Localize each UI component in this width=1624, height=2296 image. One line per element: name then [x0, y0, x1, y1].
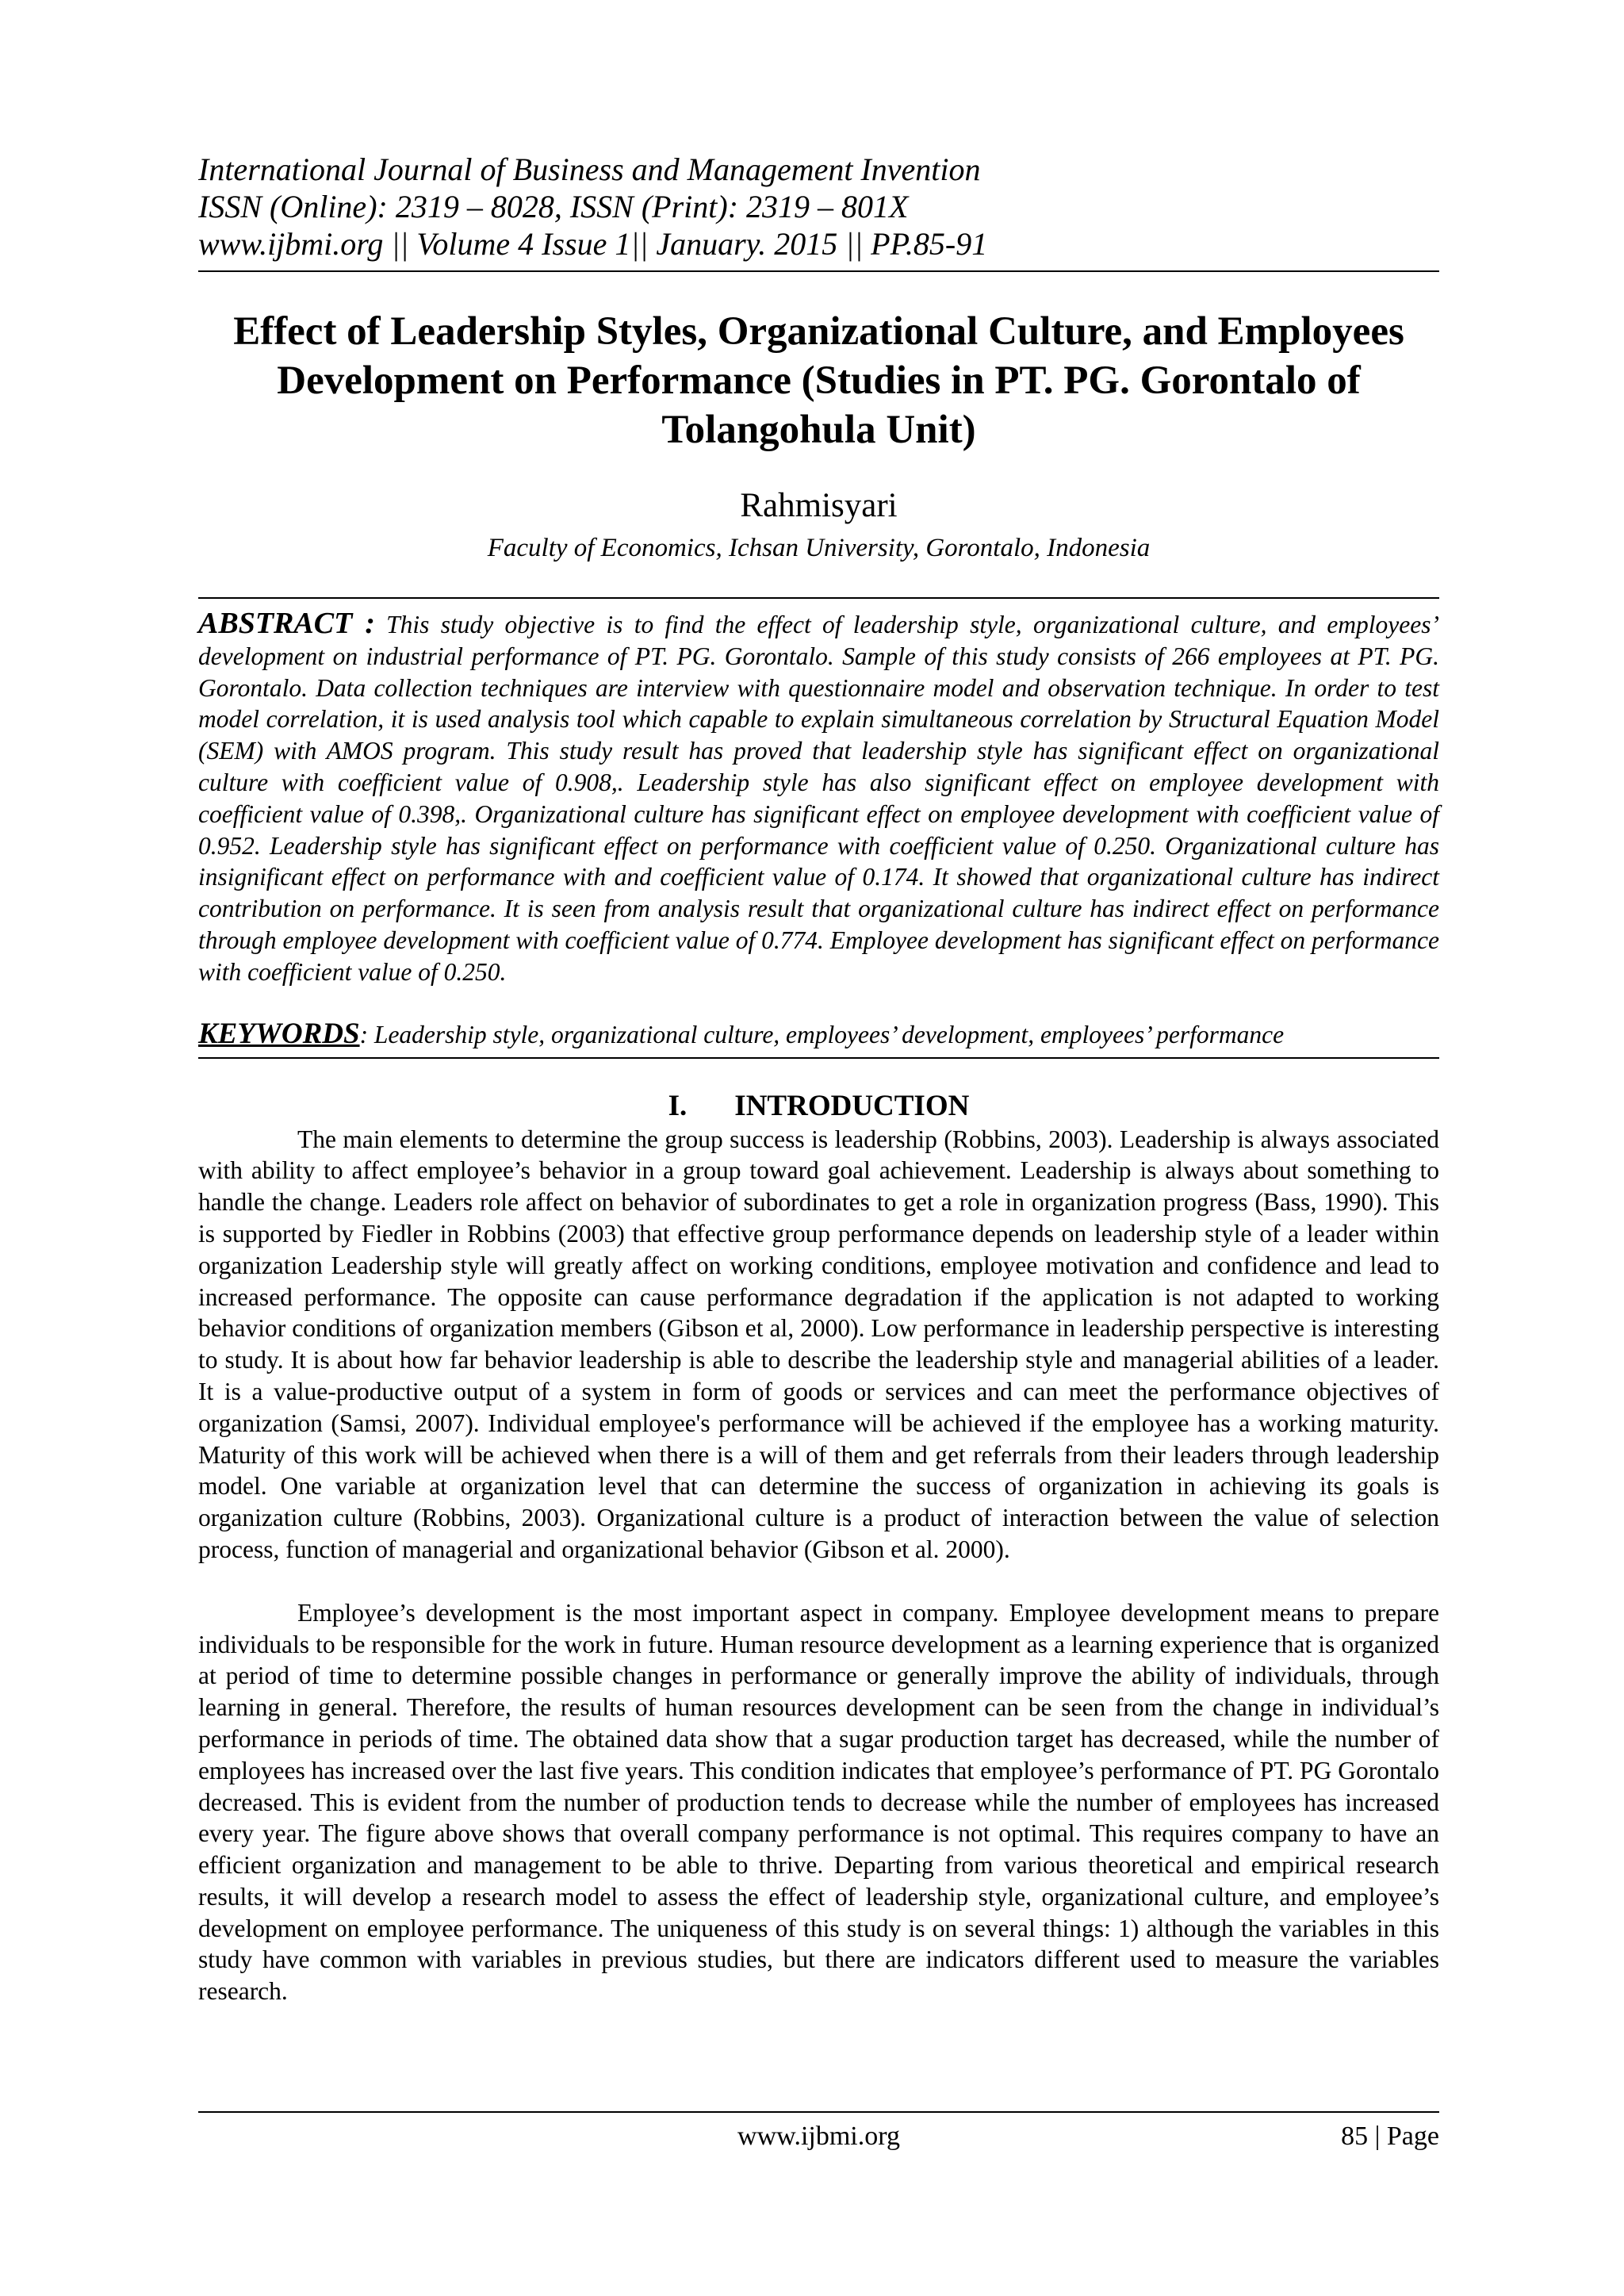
keywords-text: : Leadership style, organizational culture, employees’ development, employees’ performance — [359, 1020, 1285, 1048]
body-paragraph: The main elements to determine the group success is leadership (Robbins, 2003). Leadership is always associated with ability to affect employee’s behavior in a group toward goal achievement. Leadership is always about something to handle the change. Leaders role affect on behavior of subordinates to get a role in organization progress (Bass, 1990). This is supported by Fiedler in Robbins (2003) that effective group performance depends on leadership style of a leader within organization Leadership style will greatly affect on working conditions, employee motivation and confidence and lead to increased performance. The opposite can cause performance degradation if the application is not adapted to working behavior conditions of organization members (Gibson et al, 2000). Low performance in leadership perspective is interesting to study. It is about how far behavior leadership is able to describe the leadership style and managerial abilities of a leader. It is a value-productive output of a system in form of goods or services and can meet the performance objectives of organization (Samsi, 2007). Individual employee's performance will be achieved if the employee has a working maturity. Maturity of this work will be achieved when there is a will of them and get referrals from their leaders through leadership model. One variable at organization level that can determine the success of organization in achieving its goals is organization culture (Robbins, 2003). Organizational culture is a product of interaction between the value of selection process, function of managerial and organizational behavior (Gibson et al. 2000). — [198, 1125, 1439, 1563]
keywords — [198, 1017, 1439, 1059]
section-heading — [198, 1089, 1439, 1124]
author-affiliation: Faculty of Economics, Ichsan University, Gorontalo, Indonesia — [487, 534, 1151, 562]
section-title: INTRODUCTION — [734, 1089, 970, 1122]
footer-site: www.ijbmi.org — [737, 2122, 900, 2151]
journal-name: International Journal of Business and Management Invention — [198, 151, 981, 187]
journal-issn: ISSN (Online): 2319 – 8028, ISSN (Print): 2319 – 801X — [198, 189, 909, 224]
page-footer — [198, 2111, 1439, 2152]
abstract-text: This study objective is to find the effect of leadership style, organizational culture, and employees’ development on industrial performance of PT. PG. Gorontalo. Sample of this study consists of 266 employees at PT. PG. Gorontalo. Data collection techniques are interview with questionnaire model and observation technique. In order to test model correlation, it is used analysis tool which capable to explain simultaneous correlation by Structural Equation Model (SEM) with AMOS program. This study result has proved that leadership style has significant effect on organizational culture with coefficient value of 0.908,. Leadership style has also significant effect on employee development with coefficient value of 0.398,. Organizational culture has significant effect on employee development with coefficient value of 0.952. Leadership style has significant effect on performance with coefficient value of 0.250. Organizational culture has insignificant effect on performance with and coefficient value of 0.174. It showed that organizational culture has indirect contribution on performance. It is seen from analysis result that organizational culture has indirect effect on performance through employee development with coefficient value of 0.774. Employee development has significant effect on performance with coefficient value of 0.250. — [198, 611, 1439, 986]
journal-header — [198, 151, 1439, 272]
journal-volume-info: www.ijbmi.org || Volume 4 Issue 1|| January. 2015 || PP.85-91 — [198, 226, 988, 262]
abstract — [198, 597, 1439, 988]
keywords-label: KEYWORDS — [198, 1017, 360, 1050]
abstract-label: ABSTRACT : — [198, 607, 375, 640]
paper-title: Effect of Leadership Styles, Organizational Culture, and Employees Development on Performance (Studies in PT. PG. Gorontalo of Tolangohula Unit) — [233, 309, 1404, 452]
page-number: 85 | Page — [1341, 2122, 1439, 2151]
section-number: I. — [668, 1089, 688, 1122]
body-paragraph: Employee’s development is the most important aspect in company. Employee development means to prepare individuals to be responsible for the work in future. Human resource development as a learning experience that is organized at period of time to determine possible changes in performance or generally improve the ability of individuals, through learning in general. Therefore, the results of human resources development can be seen from the change in individual’s performance in periods of time. The obtained data show that a sugar production target has decreased, while the number of employees has increased over the last five years. This condition indicates that employee’s performance of PT. PG Gorontalo decreased. This is evident from the number of production tends to decrease while the number of employees has increased every year. The figure above shows that overall company performance is not optimal. This requires company to have an efficient organization and management to be able to thrive. Departing from various theoretical and empirical research results, it will develop a research model to assess the effect of leadership style, organizational culture, and employee’s development on employee performance. The uniqueness of this study is on several things: 1) although the variables in this study have common with variables in previous studies, but there are indicators different used to measure the variables research. — [198, 1598, 1439, 2006]
author-name: Rahmisyari — [740, 487, 898, 524]
paper-page — [198, 151, 1439, 2007]
